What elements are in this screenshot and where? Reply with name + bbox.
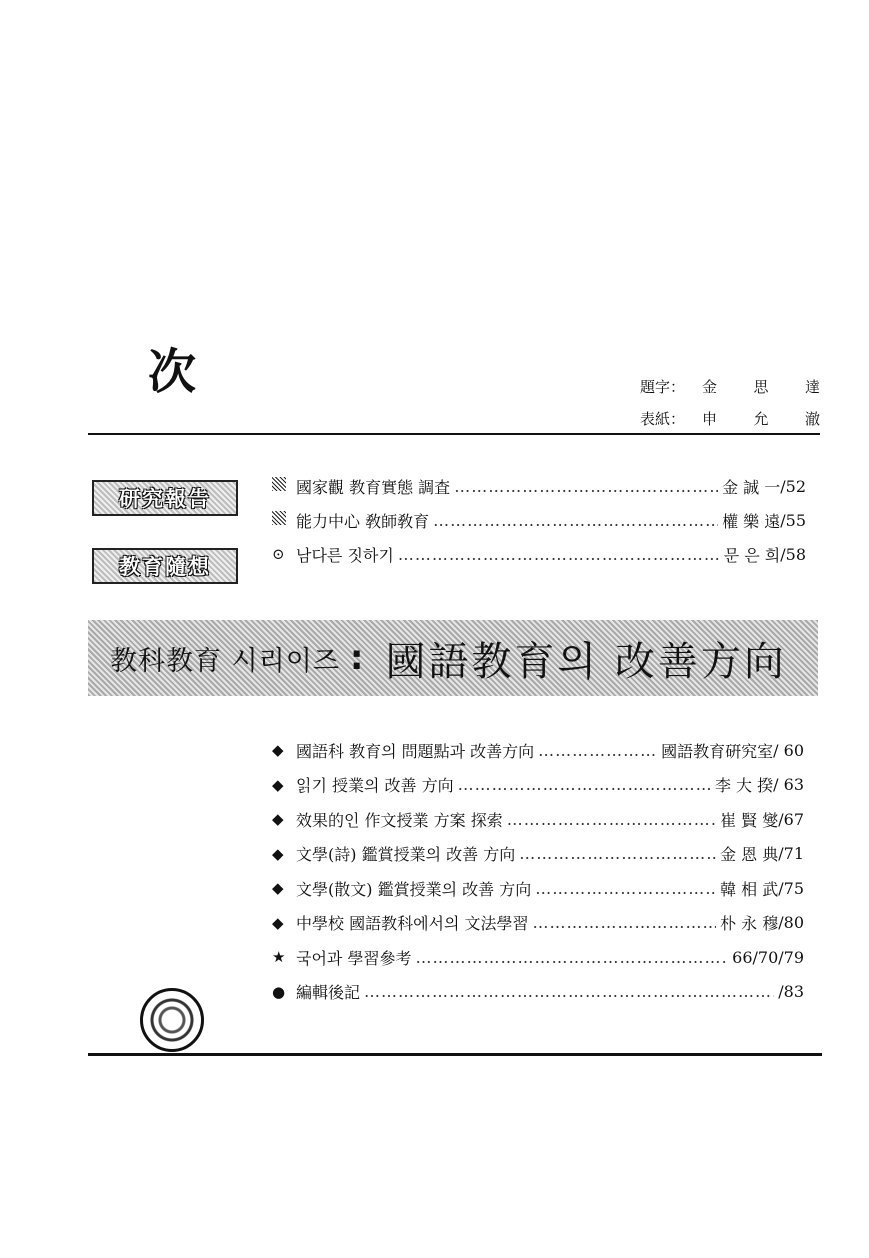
credits-block bbox=[640, 370, 820, 434]
diamond-bullet-icon: ◆ bbox=[272, 844, 284, 863]
entry-title: 編輯後記 bbox=[296, 983, 361, 1003]
credit-label: 表紙： bbox=[640, 409, 686, 428]
entry-title: 文學(散文) 鑑賞授業의 改善 方向 bbox=[296, 879, 532, 899]
series-title: 國語教育의 改善方向 bbox=[385, 638, 787, 685]
entry-author: 문 은 희 bbox=[723, 545, 781, 565]
entry-page: / 63 bbox=[773, 775, 804, 795]
diamond-bullet-icon: ◆ bbox=[272, 775, 284, 794]
toc-entry[interactable] bbox=[272, 906, 804, 941]
leader-dots bbox=[454, 477, 718, 496]
toc-entry[interactable] bbox=[272, 940, 804, 975]
credit-cover bbox=[640, 402, 820, 434]
toc-entry[interactable] bbox=[272, 733, 804, 768]
leader-dots bbox=[535, 879, 716, 898]
credit-name-char: 澈 bbox=[804, 409, 820, 428]
entry-title: 能力中心 敎師敎育 bbox=[296, 511, 430, 531]
toc-entry[interactable] bbox=[272, 469, 806, 503]
toc-entry[interactable] bbox=[272, 768, 804, 803]
entry-author: 朴 永 穆 bbox=[720, 914, 779, 934]
entry-page: /67 bbox=[778, 809, 804, 829]
diamond-bullet-icon: ◆ bbox=[272, 810, 284, 829]
dot-bullet-icon: ● bbox=[272, 982, 286, 1001]
entry-title: 文學(詩) 鑑賞授業의 改善 方向 bbox=[296, 845, 516, 865]
entry-title: 國家觀 教育實態 調査 bbox=[296, 477, 451, 497]
entry-page: /52 bbox=[780, 476, 806, 496]
entry-author: 韓 相 武 bbox=[720, 879, 779, 899]
entry-title: 읽기 授業의 改善 方向 bbox=[296, 776, 454, 796]
credit-calligraphy bbox=[640, 370, 820, 402]
entry-page: /58 bbox=[780, 544, 806, 564]
entry-title: 中學校 國語教科에서의 文法學習 bbox=[296, 914, 529, 934]
credit-names bbox=[702, 408, 820, 429]
contents-title: 次 bbox=[148, 344, 197, 400]
credit-name-char: 金 bbox=[702, 377, 718, 396]
entry-page: /80 bbox=[778, 913, 804, 933]
credit-name-char: 達 bbox=[804, 377, 820, 396]
entry-author: 金 誠 一 bbox=[722, 477, 781, 497]
leader-dots bbox=[433, 511, 718, 530]
hatch-bullet-icon bbox=[272, 477, 296, 495]
entry-title: 국어과 學習參考 bbox=[296, 948, 412, 968]
upper-toc bbox=[272, 469, 806, 571]
entry-title: 效果的인 作文授業 方案 探索 bbox=[296, 810, 503, 830]
credit-name-char: 允 bbox=[753, 409, 769, 428]
entry-page: / 60 bbox=[773, 740, 804, 760]
credit-name-char: 思 bbox=[753, 377, 769, 396]
education-essay-badge: 教育隨想 bbox=[92, 548, 238, 584]
footer-divider bbox=[88, 1053, 822, 1056]
leader-dots bbox=[507, 810, 716, 829]
circled-dot-icon: ⊙ bbox=[272, 545, 285, 563]
leader-dots bbox=[415, 948, 728, 967]
star-bullet-icon: ★ bbox=[272, 948, 286, 967]
series-prefix: 教科教育 시리이즈 bbox=[110, 645, 340, 677]
leader-dots bbox=[458, 775, 711, 794]
series-banner bbox=[88, 620, 818, 696]
credit-name-char: 申 bbox=[702, 409, 718, 428]
entry-page: /55 bbox=[780, 510, 806, 530]
entry-page: /75 bbox=[778, 878, 804, 898]
leader-dots bbox=[398, 545, 720, 564]
toc-entry[interactable] bbox=[272, 802, 804, 837]
leader-dots bbox=[364, 982, 774, 1001]
credit-label: 題字： bbox=[640, 377, 686, 396]
toc-entry[interactable] bbox=[272, 871, 804, 906]
diamond-bullet-icon: ◆ bbox=[272, 879, 284, 898]
entry-author: 權 樂 遠 bbox=[722, 511, 781, 531]
entry-author: 崔 賢 燮 bbox=[720, 810, 779, 830]
lower-toc bbox=[272, 733, 804, 1009]
toc-entry[interactable] bbox=[272, 537, 806, 571]
entry-author: 金 恩 典 bbox=[720, 845, 779, 865]
toc-entry[interactable] bbox=[272, 837, 804, 872]
entry-title: 國語科 教育의 問題點과 改善方向 bbox=[296, 741, 535, 761]
entry-page: /71 bbox=[778, 844, 804, 864]
entry-title: 남다른 짓하기 bbox=[296, 545, 394, 565]
series-colon: : bbox=[349, 638, 364, 678]
credit-names bbox=[702, 376, 820, 397]
diamond-bullet-icon: ◆ bbox=[272, 913, 284, 932]
entry-page: 66/70/79 bbox=[732, 947, 804, 967]
header-divider bbox=[88, 433, 820, 435]
entry-page: /83 bbox=[778, 982, 804, 1002]
diamond-bullet-icon: ◆ bbox=[272, 741, 284, 760]
leader-dots bbox=[533, 913, 717, 932]
entry-author: 國語教育硏究室 bbox=[661, 741, 774, 761]
hatch-bullet-icon bbox=[272, 511, 296, 529]
leader-dots bbox=[519, 844, 716, 863]
leader-dots bbox=[538, 741, 657, 760]
seal-stamp-icon bbox=[140, 988, 204, 1052]
toc-entry[interactable] bbox=[272, 503, 806, 537]
entry-author: 李 大 揆 bbox=[714, 776, 774, 796]
research-report-badge: 研究報告 bbox=[92, 480, 238, 516]
toc-entry[interactable] bbox=[272, 975, 804, 1010]
